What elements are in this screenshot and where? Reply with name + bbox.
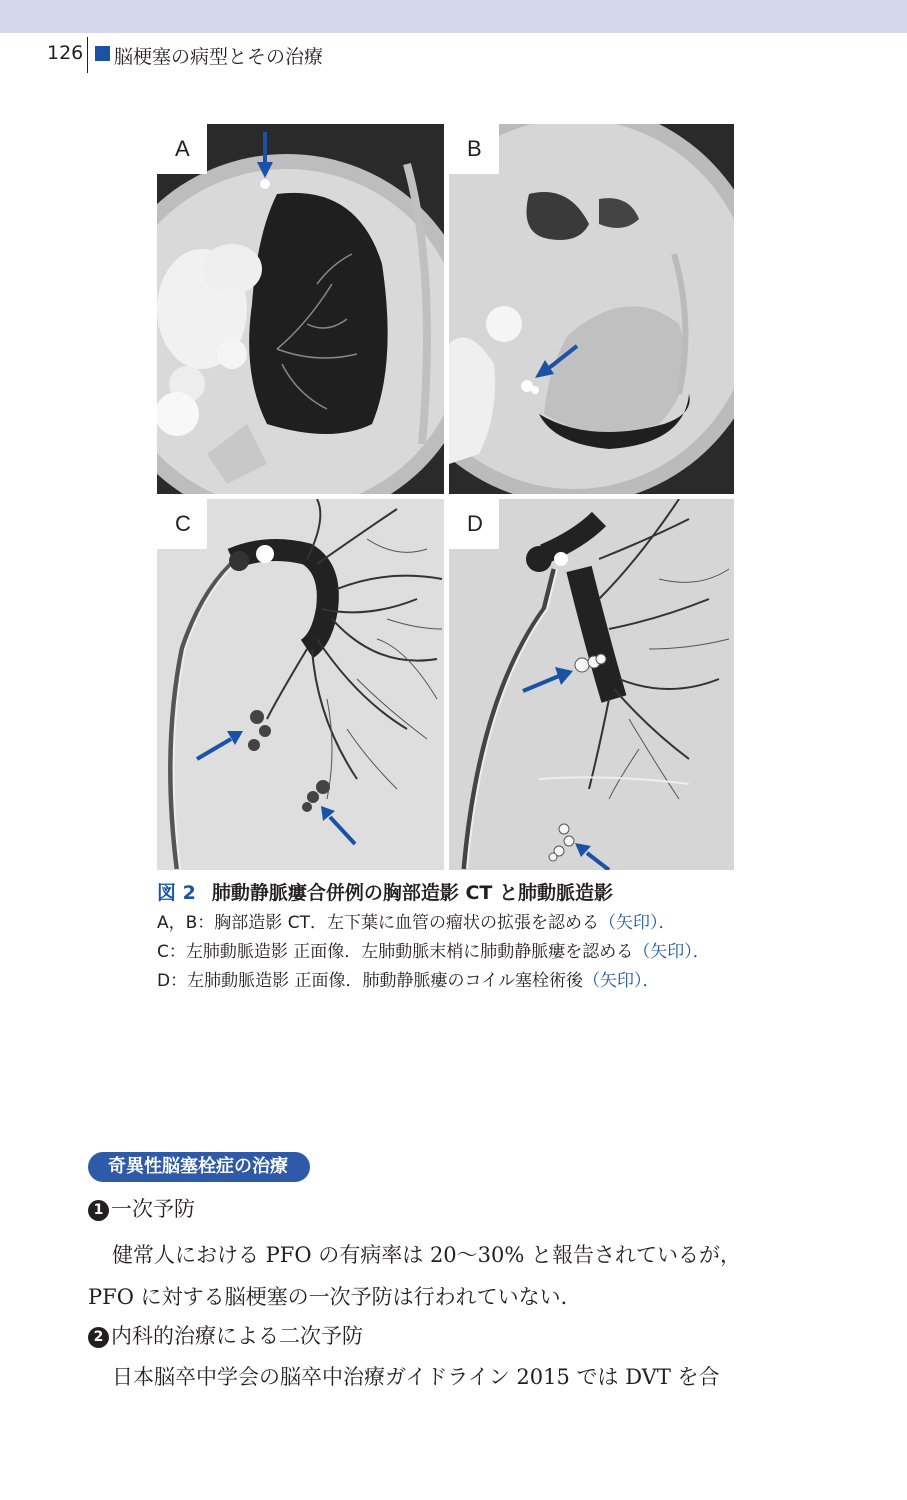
figure-caption [157, 878, 747, 996]
circled-number-icon: 1 [88, 1200, 109, 1221]
caption-key: C： [157, 942, 186, 962]
caption-text: 胸部造影 CT．左下葉に血管の瘤状の拡張を認める [214, 913, 599, 933]
arrow-reference: （矢印）． [583, 971, 660, 991]
circled-number-icon: 2 [88, 1327, 109, 1348]
arrow-d2 [575, 843, 609, 870]
caption-title-text: 肺動静脈瘻合併例の胸部造影 CT と肺動脈造影 [211, 882, 613, 904]
arrow-d1 [523, 667, 573, 691]
caption-item-c [157, 938, 747, 967]
caption-item-d [157, 967, 747, 996]
paragraph-line: PFO に対する脳梗塞の一次予防は行われていない． [88, 1285, 582, 1309]
subsection-primary-prevention [88, 1193, 195, 1223]
panel-b-ct-image [449, 124, 734, 494]
header-band [0, 0, 907, 33]
paragraph-line: 健常人における PFO の有病率は 20〜30% と報告されているが， [112, 1243, 742, 1267]
chapter-square-icon [95, 46, 110, 61]
arrow-reference: （矢印）． [598, 913, 676, 933]
figure-number: 図 2 [157, 882, 196, 904]
panel-c-angiography-image [157, 499, 444, 870]
panel-d-angiography-image [449, 499, 734, 870]
caption-key: D： [157, 971, 188, 991]
panel-label: A [157, 124, 207, 174]
subsection-secondary-prevention [88, 1320, 363, 1350]
section-heading: 奇異性脳塞栓症の治療 [88, 1152, 310, 1182]
subsection-title: 一次予防 [111, 1197, 195, 1221]
arrow-reference: （矢印）． [633, 942, 710, 962]
figure-2 [157, 124, 734, 870]
caption-title [157, 878, 747, 905]
panel-label: B [449, 124, 499, 174]
arrow-c1 [197, 731, 243, 759]
caption-text: 左肺動脈造影 正面像．左肺動脈末梢に肺動静脈瘻を認める [185, 942, 634, 962]
panel-a-ct-image [157, 124, 444, 494]
caption-text: 左肺動脈造影 正面像．肺動静脈瘻のコイル塞栓術後 [187, 971, 583, 991]
chapter-title: 脳梗塞の病型とその治療 [114, 46, 324, 68]
panel-label: D [449, 499, 499, 549]
caption-key: A，B： [157, 913, 215, 933]
page-number: 126 [47, 42, 84, 64]
arrow-c2 [321, 806, 355, 844]
caption-item-ab [157, 909, 747, 938]
panel-label: C [157, 499, 207, 549]
subsection-title: 内科的治療による二次予防 [111, 1324, 363, 1348]
header-divider [87, 37, 88, 73]
paragraph-line: 日本脳卒中学会の脳卒中治療ガイドライン 2015 では DVT を合 [112, 1365, 720, 1389]
